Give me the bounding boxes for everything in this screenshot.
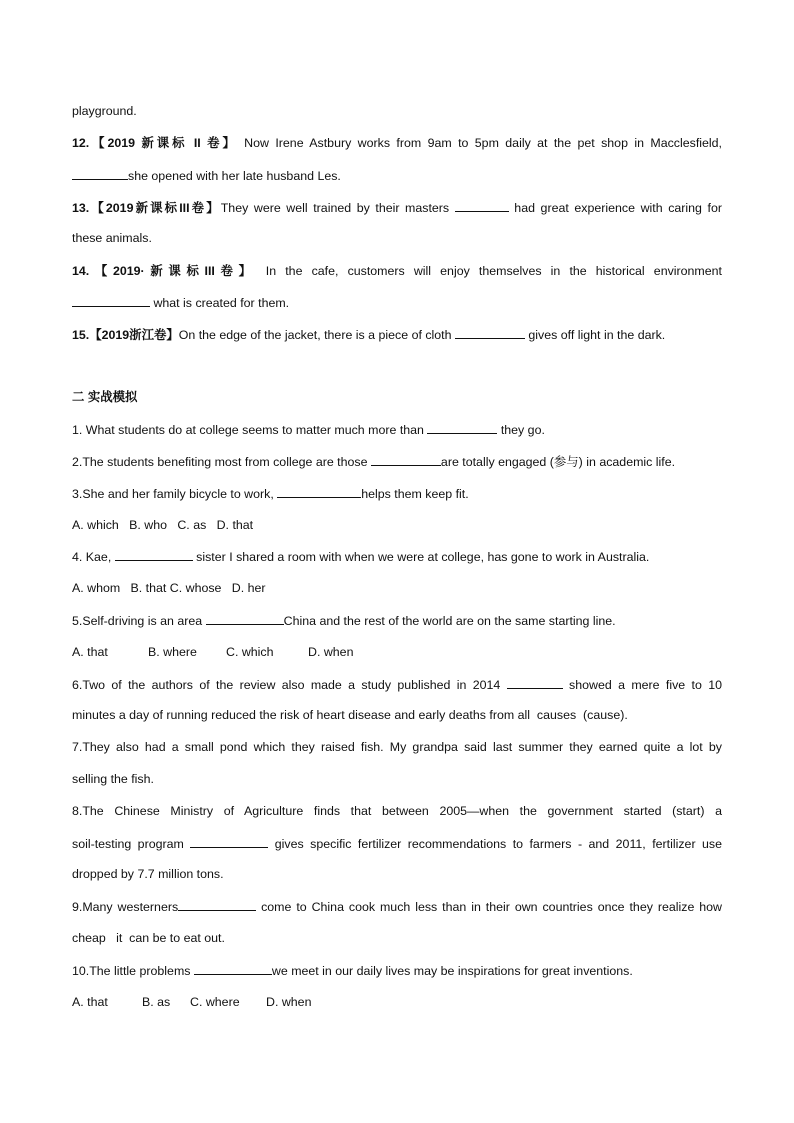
option-a: A. that [72,995,108,1009]
practice-4-options: A. whom B. that C. whose D. her [72,581,266,595]
practice-9-line-2: cheap it can be to eat out. [72,931,225,945]
practice-5: 5.Self-driving is an area China and the rest of the world are on the same starting line. [72,614,616,628]
practice-3-options: A. which B. who C. as D. that [72,518,254,532]
source-tag: 12.【2019 新课标 II 卷】 [72,136,238,150]
option-d: D. when [308,645,354,659]
practice-7-line-2: selling the fish. [72,772,154,786]
answer-blank[interactable] [277,485,361,498]
practice-8-line-3: dropped by 7.7 million tons. [72,867,224,881]
option-c: C. which [226,645,274,659]
answer-blank[interactable] [115,548,193,561]
practice-2: 2.The students benefiting most from college are those are totally engaged (参与) in academic life. [72,455,676,469]
section-heading: 二 实战模拟 [72,390,138,404]
answer-blank[interactable] [206,612,284,625]
practice-6: 6.Two of the authors of the review also made a study published in 2014 showed a mere five to 10 [72,678,722,692]
source-tag: 14.【2019·新课标III卷】 [72,264,257,278]
answer-blank[interactable] [190,835,268,848]
option-c: C. where [190,995,240,1009]
option-b: B. where [148,645,197,659]
question-13-line: 13.【2019新课标III卷】They were well trained by their masters had great experience with caring for [72,201,722,215]
answer-blank[interactable] [72,294,150,307]
question-12-line-2: she opened with her late husband Les. [72,167,722,184]
text-line: playground. [72,104,137,118]
answer-blank[interactable] [178,898,256,911]
answer-blank[interactable] [72,167,128,180]
answer-blank[interactable] [455,199,509,212]
question-15-line: 15.【2019浙江卷】On the edge of the jacket, there is a piece of cloth gives off light in the dark. [72,328,666,342]
practice-10-options [72,994,722,1010]
option-b: B. as [142,995,171,1009]
practice-4: 4. Kae, sister I shared a room with when we were at college, has gone to work in Australia. [72,550,650,564]
source-tag: 15.【2019浙江卷】 [72,328,179,342]
practice-10: 10.The little problems we meet in our daily lives may be inspirations for great inventions. [72,964,633,978]
option-d: D. when [266,995,312,1009]
option-a: A. that [72,645,108,659]
source-tag: 13.【2019新课标III卷】 [72,201,221,215]
question-14-line: 14.【2019·新课标III卷】 In the cafe, customers will enjoy themselves in the historical environment [72,264,722,278]
practice-9: 9.Many westerners come to China cook much less than in their own countries once they realize how [72,900,722,914]
practice-8-line-2: soil-testing program gives specific fertilizer recommendations to farmers - and 2011, fertilizer use [72,837,723,851]
answer-blank[interactable] [194,962,272,975]
practice-3: 3.She and her family bicycle to work, helps them keep fit. [72,487,469,501]
answer-blank[interactable] [371,453,441,466]
answer-blank[interactable] [427,421,497,434]
practice-8: 8.The Chinese Ministry of Agriculture finds that between 2005—when the government started (start) a [72,804,722,818]
answer-blank[interactable] [455,326,525,339]
answer-blank[interactable] [507,676,563,689]
practice-6-line-2: minutes a day of running reduced the risk of heart disease and early deaths from all causes (cause). [72,708,628,722]
question-13-line-2: these animals. [72,231,152,245]
question-14-line-2: what is created for them. [72,294,722,311]
practice-5-options [72,644,722,660]
practice-1: 1. What students do at college seems to matter much more than they go. [72,423,545,437]
practice-7: 7.They also had a small pond which they raised fish. My grandpa said last summer they earned quite a lot by [72,740,722,754]
question-12-line: 12.【2019 新课标 II 卷】 Now Irene Astbury works from 9am to 5pm daily at the pet shop in Macclesfield, [72,136,722,150]
